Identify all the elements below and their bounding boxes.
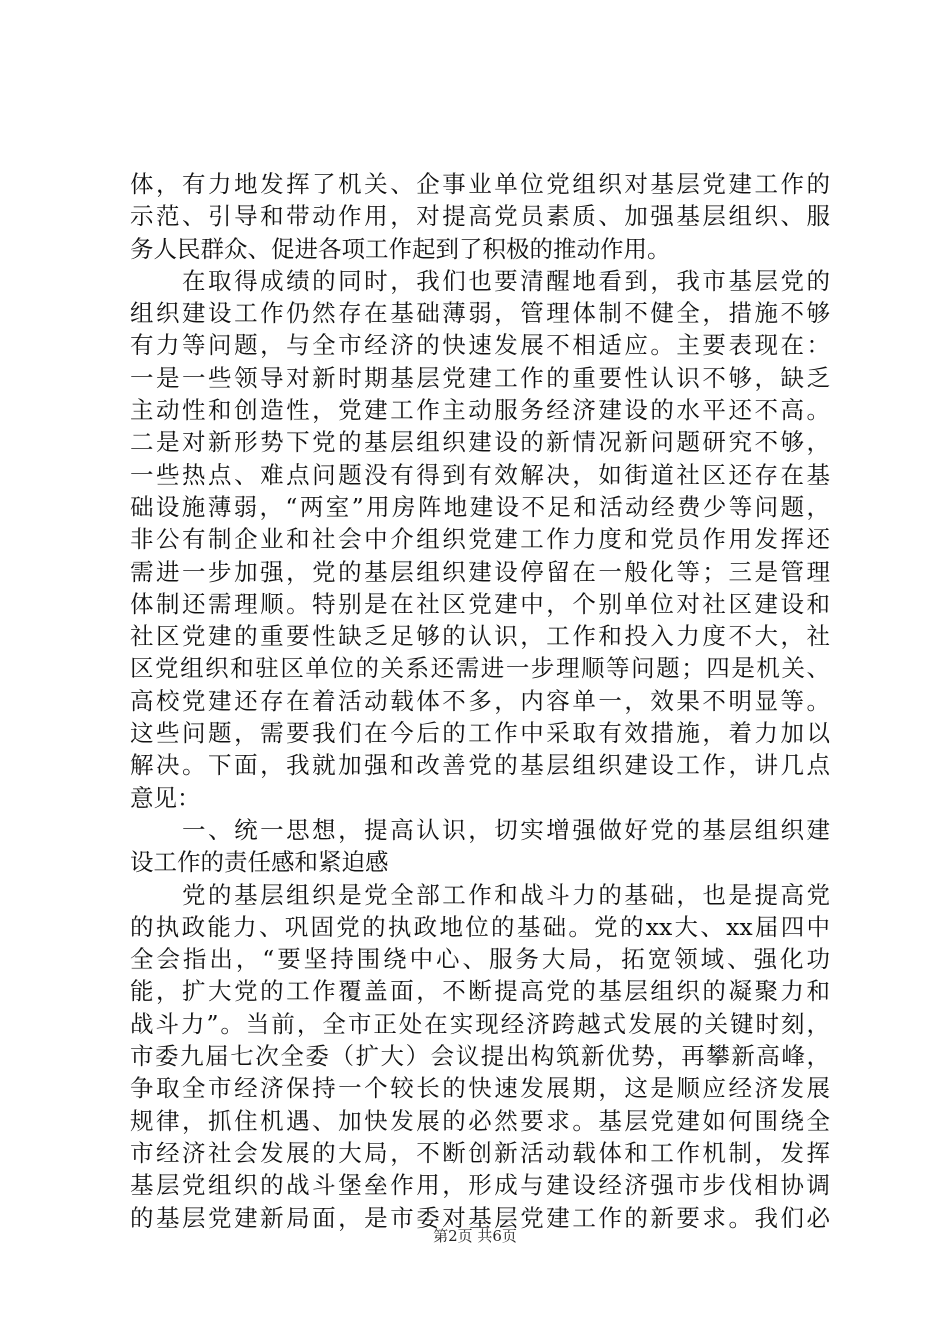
text-line: 意见： bbox=[130, 783, 201, 812]
section-heading: 一、统一思想，提高认识，切实增强做好党的基层组织建 bbox=[130, 815, 830, 844]
text-line: 体，有力地发挥了机关、企事业单位党组织对基层党建工作的 bbox=[130, 170, 830, 198]
text-line: 一些热点、难点问题没有得到有效解决，如街道社区还存在基 bbox=[130, 460, 830, 489]
text-line: 全会指出，“要坚持围绕中心、服务大局，拓宽领域、强化功 bbox=[130, 945, 830, 974]
text-line: 在取得成绩的同时，我们也要清醒地看到，我市基层党的 bbox=[130, 266, 830, 295]
text-line: 党的基层组织是党全部工作和战斗力的基础，也是提高党 bbox=[130, 880, 830, 909]
text-line: 区党组织和驻区单位的关系还需进一步理顺等问题；四是机关、 bbox=[130, 654, 830, 683]
page-footer: 第2页 共6页 bbox=[433, 1227, 517, 1245]
text-line: 解决。下面，我就加强和改善党的基层组织建设工作，讲几点 bbox=[130, 751, 830, 780]
text-line: 的基层党建新局面，是市委对基层党建工作的新要求。我们必 bbox=[130, 1203, 830, 1232]
text-line: 有力等问题，与全市经济的快速发展不相适应。主要表现在： bbox=[130, 331, 830, 360]
text-line: 基层党组织的战斗堡垒作用，形成与建设经济强市步伐相协调 bbox=[130, 1171, 830, 1200]
text-line: 非公有制企业和社会中介组织党建工作力度和党员作用发挥还 bbox=[130, 525, 830, 554]
text-line: 战斗力”。当前，全市正处在实现经济跨越式发展的关键时刻， bbox=[130, 1009, 830, 1038]
text-line: 体制还需理顺。特别是在社区党建中，个别单位对社区建设和 bbox=[130, 589, 830, 618]
text-line: 能，扩大党的工作覆盖面，不断提高党的基层组织的凝聚力和 bbox=[130, 977, 830, 1006]
text-line: 的执政能力、巩固党的执政地位的基础。党的xx大、xx届四中 bbox=[130, 912, 830, 941]
text-line: 高校党建还存在着活动载体不多，内容单一，效果不明显等。 bbox=[130, 686, 830, 715]
text-line: 示范、引导和带动作用，对提高党员素质、加强基层组织、服 bbox=[130, 202, 830, 231]
text-line: 需进一步加强，党的基层组织建设停留在一般化等；三是管理 bbox=[130, 557, 830, 586]
text-line: 规律，抓住机遇、加快发展的必然要求。基层党建如何围绕全 bbox=[130, 1106, 830, 1135]
text-line: 础设施薄弱，“两室”用房阵地建设不足和活动经费少等问题， bbox=[130, 492, 830, 521]
text-line: 务人民群众、促进各项工作起到了积极的推动作用。 bbox=[130, 234, 671, 263]
text-line: 这些问题，需要我们在今后的工作中采取有效措施，着力加以 bbox=[130, 719, 830, 748]
text-line: 一是一些领导对新时期基层党建工作的重要性认识不够，缺乏 bbox=[130, 363, 830, 392]
text-line: 市经济社会发展的大局，不断创新活动载体和工作机制，发挥 bbox=[130, 1138, 830, 1167]
text-line: 组织建设工作仍然存在基础薄弱，管理体制不健全，措施不够 bbox=[130, 299, 830, 328]
section-heading: 设工作的责任感和紧迫感 bbox=[130, 848, 389, 877]
text-line: 主动性和创造性，党建工作主动服务经济建设的水平还不高。 bbox=[130, 396, 830, 425]
text-line: 争取全市经济保持一个较长的快速发展期，这是顺应经济发展 bbox=[130, 1074, 830, 1103]
text-line: 二是对新形势下党的基层组织建设的新情况新问题研究不够， bbox=[130, 428, 830, 457]
text-line: 市委九届七次全委（扩大）会议提出构筑新优势，再攀新高峰， bbox=[130, 1042, 830, 1071]
document-body bbox=[130, 168, 830, 1234]
text-line: 社区党建的重要性缺乏足够的认识，工作和投入力度不大，社 bbox=[130, 622, 830, 651]
